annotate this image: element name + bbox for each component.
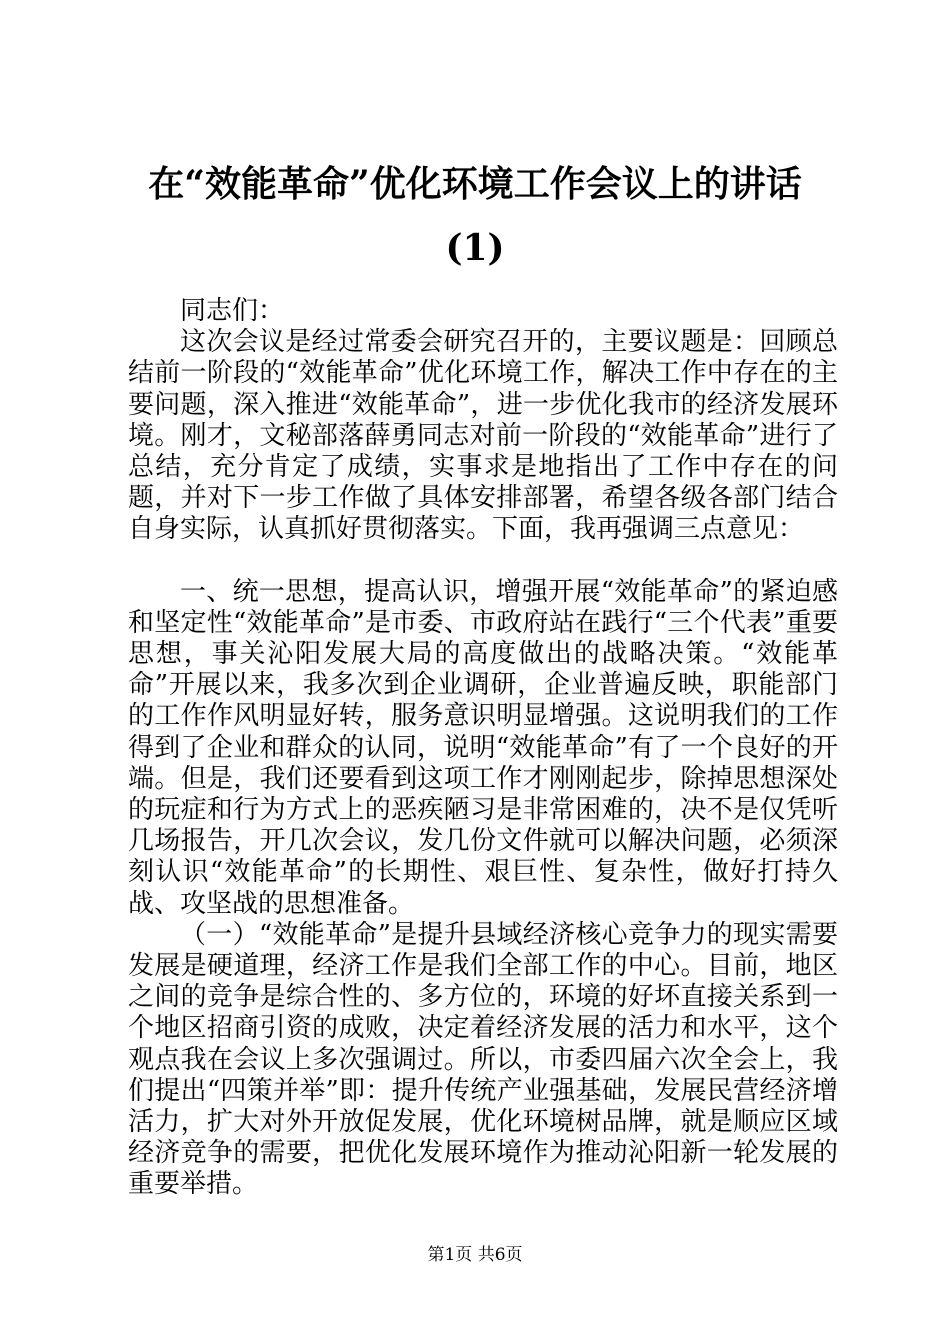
- paragraph-section-one: 一、统一思想，提高认识，增强开展“效能革命”的紧迫感和坚定性“效能革命”是市委、市政府站在践行“三个代表”重要思想，事关沁阳发展大局的高度做出的战略决策。“效能革命”开展以来，我多次到企业调研，企业普遍反映，职能部门的工作作风明显好转，服务意识明显增强。这说明我们的工作得到了企业和群众的认同，说明“效能革命”有了一个良好的开端。但是，我们还要看到这项工作才刚刚起步，除掉思想深处的玩症和行为方式上的恶疾陋习是非常困难的，决不是仅凭听几场报告，开几次会议，发几份文件就可以解决问题，必须深刻认识“效能革命”的长期性、艰巨性、复杂性，做好打持久战、攻坚战的思想准备。: [128, 576, 838, 919]
- page-number-footer: 第1页 共6页: [427, 1245, 523, 1265]
- document-body: [128, 296, 838, 1201]
- paragraph-subsection-one: （一）“效能革命”是提升县域经济核心竞争力的现实需要发展是硬道理，经济工作是我们全部工作的中心。目前，地区之间的竞争是综合性的、多方位的，环境的好坏直接关系到一个地区招商引资的成败，决定着经济发展的活力和水平，这个观点我在会议上多次强调过。所以，市委四届六次全会上，我们提出“四策并举”即：提升传统产业强基础，发展民营经济增活力，扩大对外开放促发展，优化环境树品牌，就是顺应区域经济竞争的需要，把优化发展环境作为推动沁阳新一轮发展的重要举措。: [128, 919, 838, 1200]
- paragraph-intro: 这次会议是经过常委会研究召开的，主要议题是：回顾总结前一阶段的“效能革命”优化环境工作，解决工作中存在的主要问题，深入推进“效能革命”，进一步优化我市的经济发展环境。刚才，文秘部落薛勇同志对前一阶段的“效能革命”进行了总结，充分肯定了成绩，实事求是地指出了工作中存在的问题，并对下一步工作做了具体安排部署，希望各级各部门结合自身实际，认真抓好贯彻落实。下面，我再强调三点意见：: [128, 327, 838, 545]
- document-title-number: (1): [445, 227, 505, 269]
- salutation: 同志们：: [180, 296, 285, 326]
- document-title: 在“效能革命”优化环境工作会议上的讲话: [148, 163, 802, 205]
